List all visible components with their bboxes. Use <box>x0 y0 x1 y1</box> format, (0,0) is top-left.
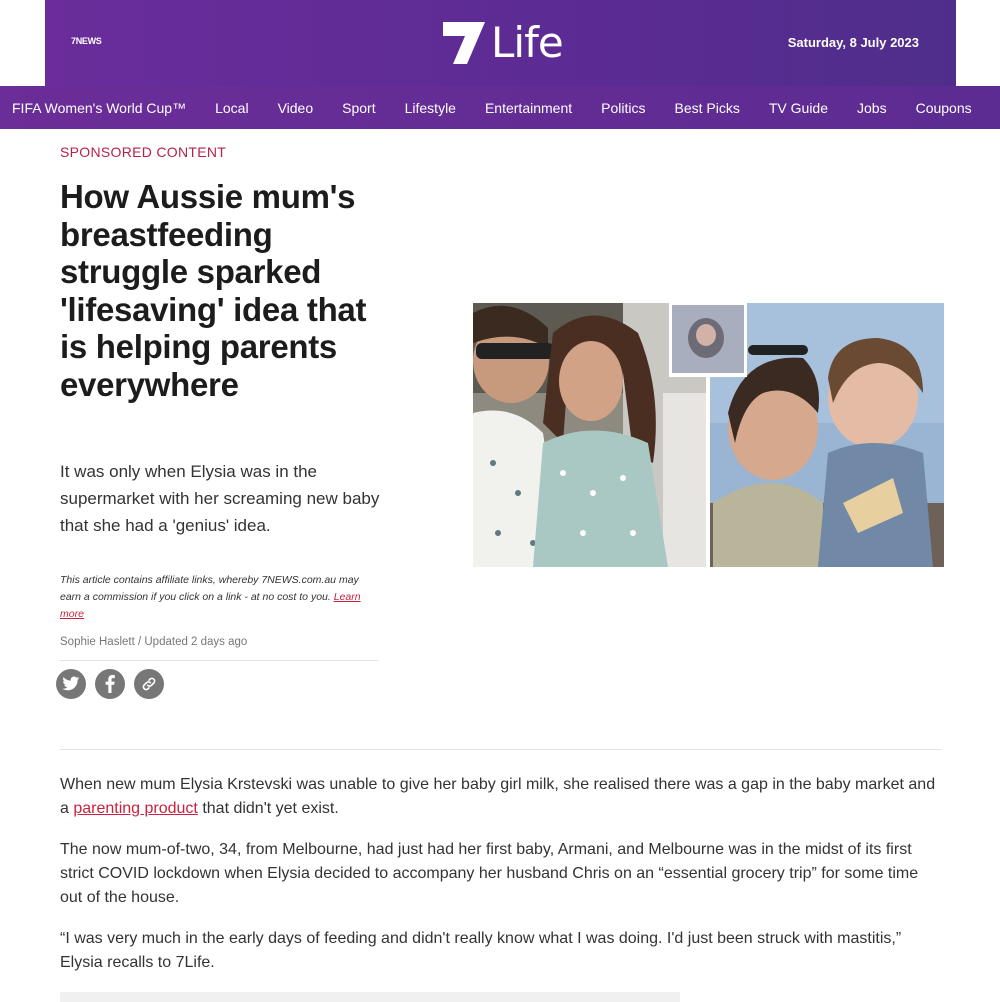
7life-logo[interactable] <box>441 18 563 68</box>
nav-item-jobs[interactable]: Jobs <box>857 99 887 116</box>
nav-item-lifestyle[interactable]: Lifestyle <box>404 99 456 116</box>
facebook-icon <box>105 675 115 693</box>
main-nav <box>0 86 1000 129</box>
paragraph-1-text: When new mum Elysia Krstevski was unable to give her baby girl milk, she realised there was a gap in the baby market and a <box>60 776 936 817</box>
divider <box>60 660 378 661</box>
link-icon <box>141 676 157 692</box>
article-body <box>60 773 940 992</box>
nav-item-fifa[interactable]: FIFA Women's World Cup™ <box>12 99 187 116</box>
copy-link-button[interactable] <box>134 669 164 699</box>
sponsored-label: SPONSORED CONTENT <box>60 144 227 160</box>
paragraph-1-text-end: that didn't yet exist. <box>197 800 339 817</box>
content-divider <box>60 749 941 750</box>
parenting-product-link[interactable]: parenting product <box>73 800 198 817</box>
family-photo-collage <box>473 303 944 567</box>
nav-item-coupons[interactable]: Coupons <box>915 99 972 116</box>
7news-logo[interactable]: 7NEWS <box>71 36 102 46</box>
byline: Sophie Haslett / Updated 2 days ago <box>60 636 248 648</box>
seven-logo-icon <box>441 20 487 66</box>
brand-name: Life <box>491 18 563 67</box>
paragraph-3: “I was very much in the early days of feeding and didn't really know what I was doing. I'd just been struck with mastitis,” Elysia recalls to 7Life. <box>60 930 902 971</box>
top-header <box>45 0 956 86</box>
nav-item-video[interactable]: Video <box>277 99 314 116</box>
learn-more-link[interactable]: Learn more <box>60 591 361 620</box>
article-subhead: It was only when Elysia was in the supermarket with her screaming new baby that she had a 'genius' idea. <box>60 462 380 535</box>
affiliate-disclaimer <box>60 572 370 623</box>
paragraph-2: The now mum-of-two, 34, from Melbourne, had just had her first baby, Armani, and Melbourne was in the midst of its first strict COVID lockdown when Elysia decided to accompany her husband Chris on an “essential grocery trip” for some time out of the house. <box>60 841 919 906</box>
affiliate-text: This article contains affiliate links, whereby 7NEWS.com.au may earn a commission if you click on a link - at no cost to you. <box>60 574 359 603</box>
nav-item-entertainment[interactable]: Entertainment <box>484 99 573 116</box>
nav-item-tv-guide[interactable]: TV Guide <box>768 99 828 116</box>
next-paragraph-placeholder <box>60 992 680 1002</box>
social-share <box>56 669 173 699</box>
nav-item-sport[interactable]: Sport <box>342 99 376 116</box>
hero-image <box>473 303 944 567</box>
nav-item-politics[interactable]: Politics <box>601 99 646 116</box>
nav-item-local[interactable]: Local <box>215 99 249 116</box>
twitter-icon <box>62 676 80 692</box>
article-headline: How Aussie mum's breastfeeding struggle sparked 'lifesaving' idea that is helping parents everywhere <box>60 178 367 403</box>
facebook-share-button[interactable] <box>95 669 125 699</box>
twitter-share-button[interactable] <box>56 669 86 699</box>
nav-item-best-picks[interactable]: Best Picks <box>674 99 740 116</box>
paragraph-1 <box>60 773 940 821</box>
current-date: Saturday, 8 July 2023 <box>787 35 919 50</box>
